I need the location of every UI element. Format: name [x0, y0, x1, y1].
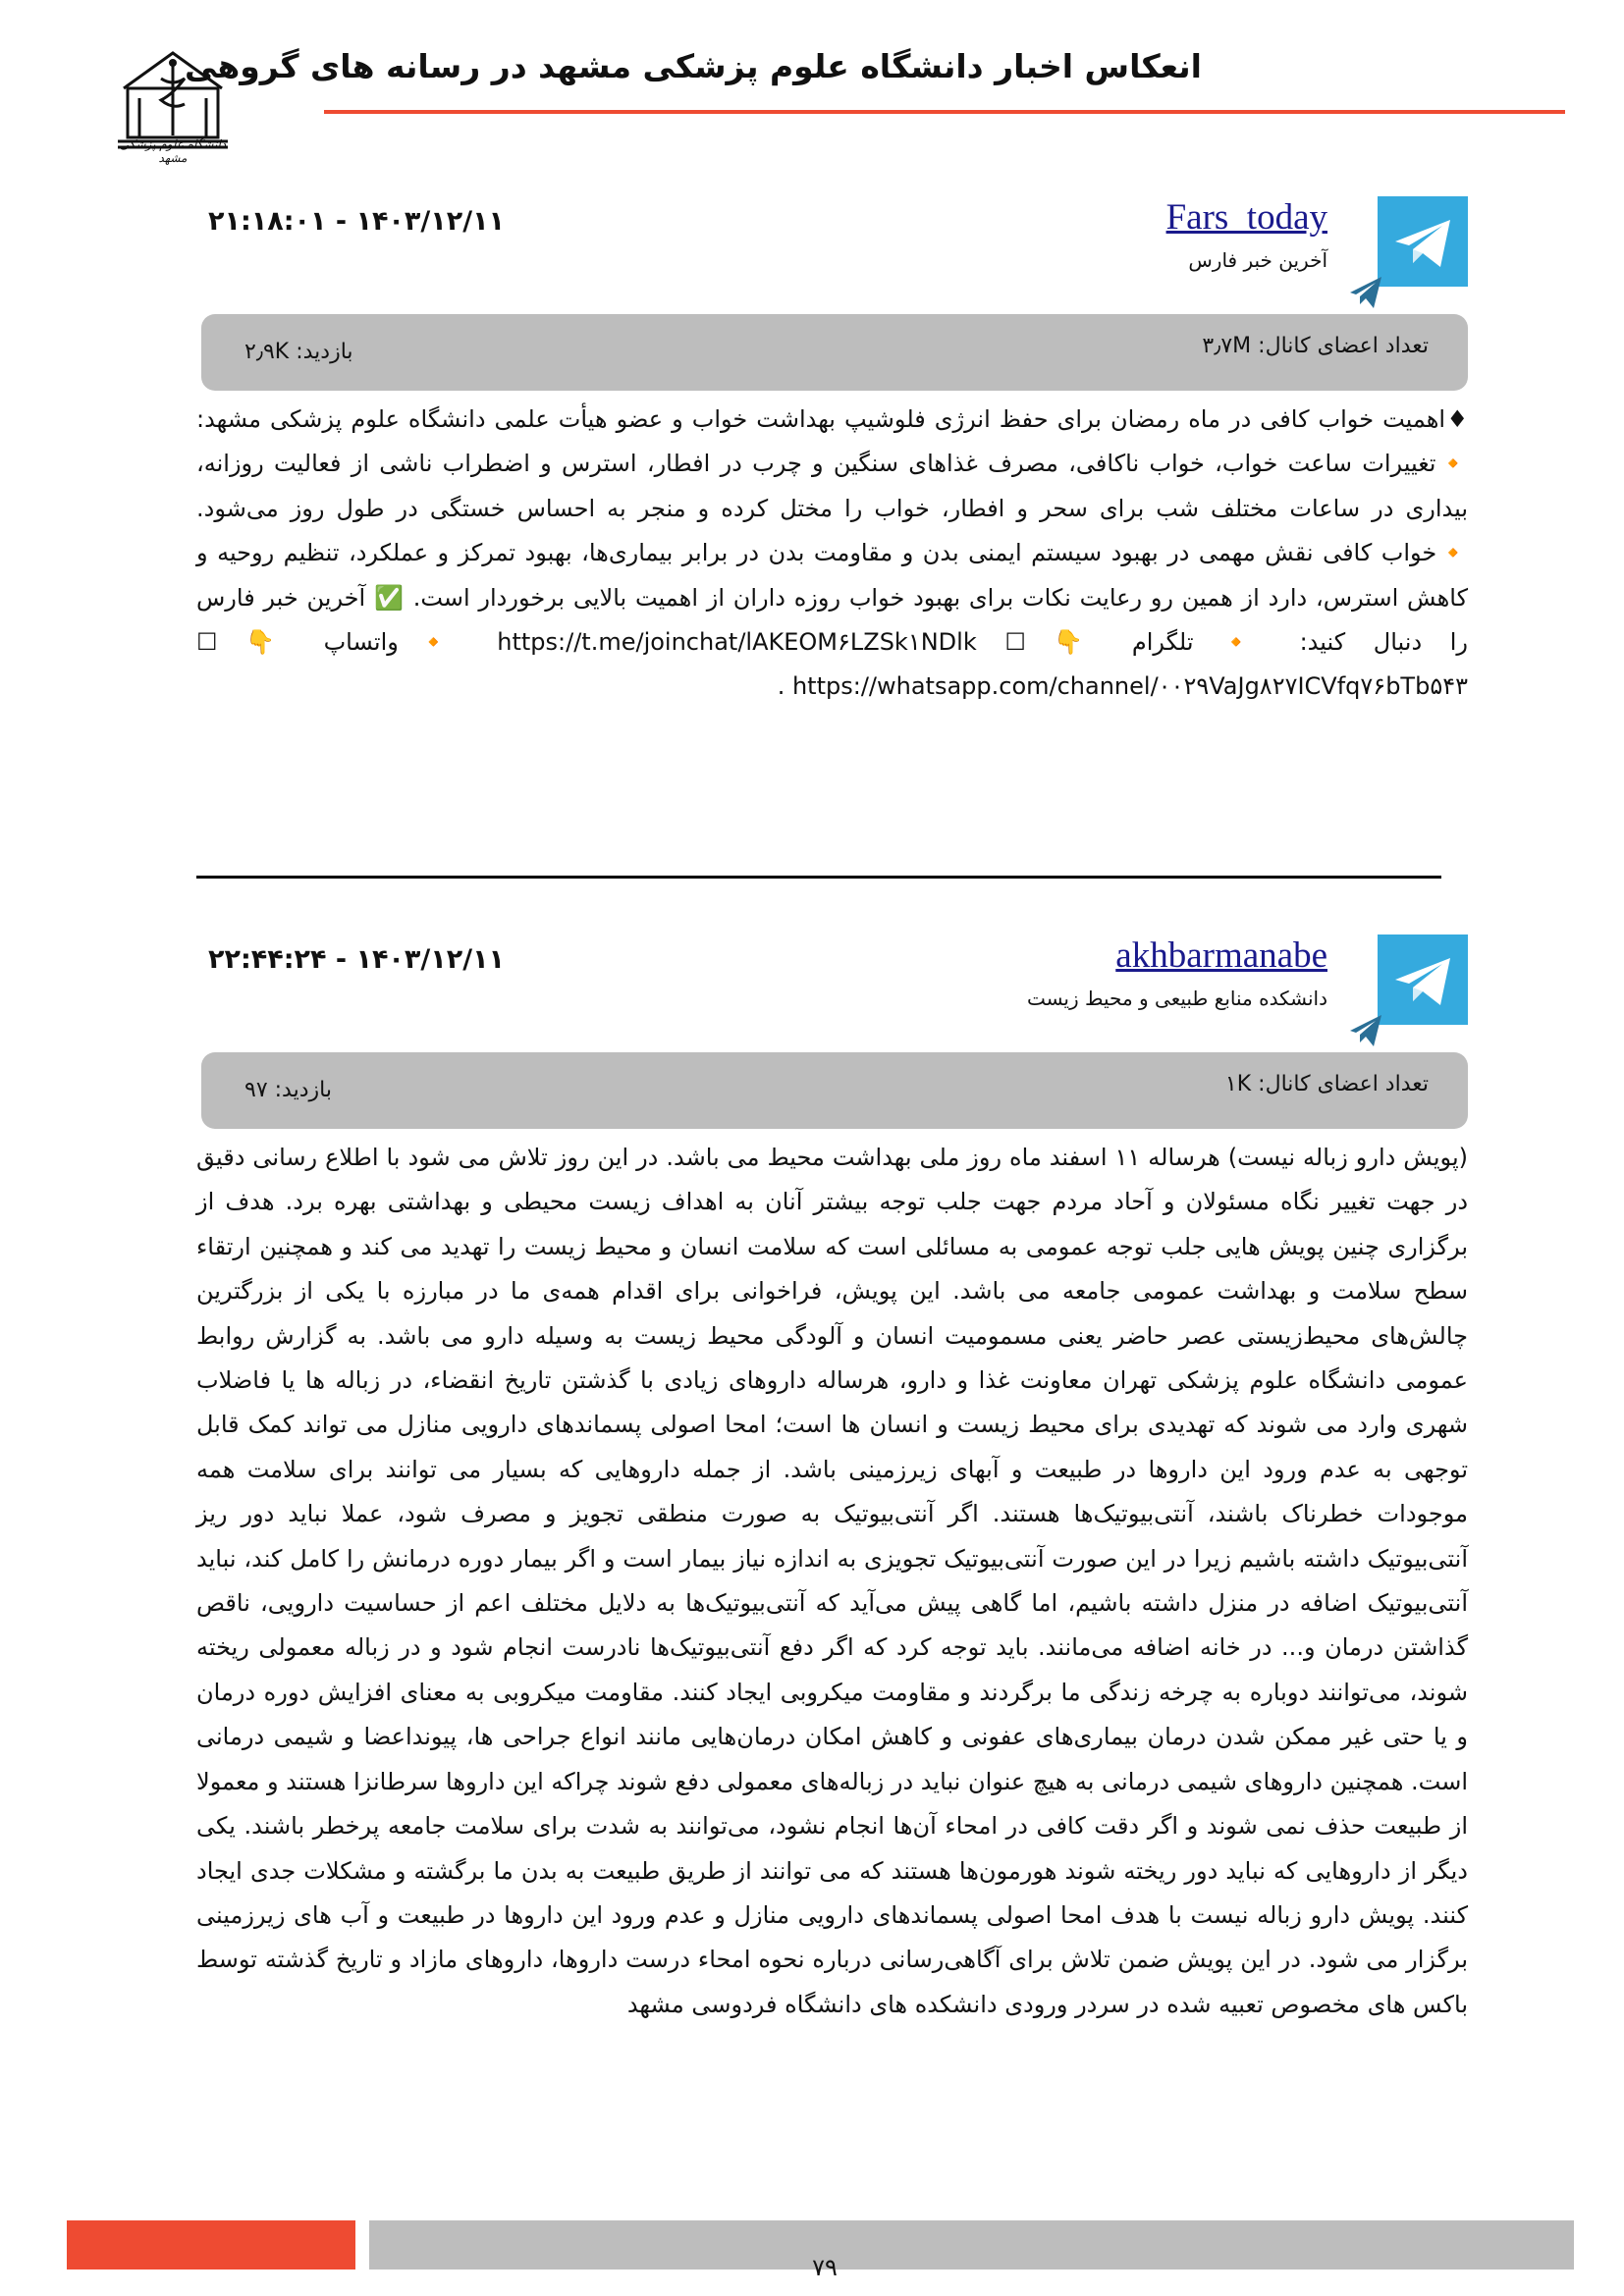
telegram-arrow-icon [1346, 1011, 1385, 1050]
channel-name-link[interactable]: akhbarmanabe [1115, 935, 1327, 976]
footer-bar [369, 2220, 1574, 2269]
post-akhbarmanabe [196, 934, 1468, 2112]
post-datetime: ۲۲:۴۴:۲۴ - ۱۴۰۳/۱۲/۱۱ [208, 944, 506, 975]
post-datetime: ۲۱:۱۸:۰۱ - ۱۴۰۳/۱۲/۱۱ [208, 206, 506, 237]
logo-caption: دانشگاه علوم پزشکی مشهد [119, 137, 227, 165]
views-count: بازدید: ۲٫۹K [244, 340, 353, 364]
views-count: بازدید: ۹۷ [244, 1078, 332, 1102]
channel-stats-bar [201, 1052, 1468, 1129]
telegram-arrow-icon [1346, 273, 1385, 312]
page-header-title: انعکاس اخبار دانشگاه علوم پزشکی مشهد در رسانه های گروهی [185, 47, 1202, 85]
post-body: ♦اهمیت خواب کافی در ماه رمضان برای حفظ انرژی فلوشیپ بهداشت خواب و عضو هیأت علمی دانشگاه علوم پزشکی مشهد: 🔸تغییرات ساعت خواب، خواب ناکافی، مصرف غذاهای سنگین و چرب در افطار، استرس و اضطراب ناشی از فعالیت روزانه، بیداری در ساعات مختلف شب برای سحر و افطار، خواب را مختل کرده و منجر به احساس خستگی در طول روز می‌شود. 🔸خواب کافی نقش مهمی در بهبود سیستم ایمنی بدن و مقاومت بدن در برابر بیماری‌ها، بهبود تمرکز و عملکرد، تنظیم روحیه و کاهش استرس، دارد از همین رو رعایت نکات برای بهبود خواب روزه داران از اهمیت بالایی برخوردار است. ✅ آخرین خبر فارس را دنبال کنید: 🔸 تلگرام 👇 ☐ https://t.me/joinchat/lAKEOM۶LZSk۱NDlk 🔸واتساپ 👇 ☐ https://whatsapp.com/channel/۰۰۲۹VaJg۸۲۷ICVfq۷۶bTb۵۴۳ . [196, 405, 1469, 701]
page-number: ۷۹ [812, 2254, 838, 2281]
post-body: (پویش دارو زباله نیست) هرساله ۱۱ اسفند ماه روز ملی بهداشت محیط می باشد. در این روز تلاش می شود با اطلاع رسانی دقیق در جهت تغییر نگاه مسئولان و آحاد مردم جهت جلب توجه بیشتر آنان به اهداف زیست محیطی و بهداشتی بهره برد. هدف از برگزاری چنین پویش هایی جلب توجه عمومی به مسائلی است که سلامت انسان و محیط زیست را تهدید می کند و همچنین ارتقاء سطح سلامت و بهداشت عمومی جامعه می باشد. این پویش، فراخوانی برای اقدام همه‌ی ما در مبارزه با یکی از بزرگترین چالش‌های محیط‌زیستی عصر حاضر یعنی مسمومیت انسان و آلودگی محیط زیست به وسیله دارو می باشد. به گزارش روابط عمومی دانشگاه علوم پزشکی تهران معاونت غذا و دارو، هرساله داروهای زیادی با گذشتن تاریخ انقضاء، در زباله ها یا فاضلاب شهری وارد می شوند که تهدیدی برای محیط زیست و انسان ها است؛ امحا اصولی پسماندهای دارویی منازل می تواند کمک قابل توجهی به عدم ورود این داروها در طبیعت و آبهای زیرزمینی باشد. از جمله داروهایی که بسیار می توانند برای سلامت همه موجودات خطرناک باشند، آنتی‌بیوتیک‌ها هستند. اگر آنتی‌بیوتیک به صورت منطقی تجویز و مصرف شود، عملا نباید دور ریز آنتی‌بیوتیک داشته باشیم زیرا در این صورت آنتی‌بیوتیک تجویزی به اندازه نیاز بیمار است و اگر بیمار دوره درمانش را کامل کند، نباید آنتی‌بیوتیک اضافه در منزل داشته باشیم، اما گاهی پیش می‌آید که آنتی‌بیوتیک‌ها به دلایل مختلف اعم از حساسیت دارویی، ناقص گذاشتن درمان و... در خانه اضافه می‌مانند. باید توجه کرد که اگر دفع آنتی‌بیوتیک‌ها نادرست انجام شود و در زباله معمولی ریخته شوند، می‌توانند دوباره به چرخه زندگی ما برگردند و مقاومت میکروبی ایجاد کنند. مقاومت میکروبی به معنای افزایش دوره درمان و یا حتی غیر ممکن شدن درمان بیماری‌های عفونی و کاهش امکان درمان‌هایی مانند انواع جراحی ها، پیونداعضا و شیمی درمانی است. همچنین داروهای شیمی درمانی به هیچ عنوان نباید در زباله‌های معمولی دفع شوند چراکه این داروها سرطانزا هستند و معمولا از طبیعت حذف نمی شوند و اگر دقت کافی در امحاء آن‌ها انجام نشود، می‌توانند به شدت برای سلامت جامعه پرخطر باشند. یکی دیگر از داروهایی که نباید دور ریخته شوند هورمون‌ها هستند که می توانند از طریق طبیعت به بدن ما برگشته و مشکلات جدی ایجاد کنند. پویش دارو زباله نیست با هدف امحا اصولی پسماندهای دارویی منازل و عدم ورود این داروها در طبیعت و آب های زیرزمینی برگزار می شود. در این پویش ضمن تلاش برای آگاهی‌رسانی درباره نحوه امحاء درست داروها، داروهای مازاد و تاریخ گذشته توسط باکس های مخصوص تعبیه شده در سردر ورودی دانشکده های دانشگاه فردوسی مشهد [196, 1144, 1469, 2018]
telegram-icon [1378, 196, 1468, 287]
post-fars-today [196, 196, 1468, 766]
footer-accent-bar [67, 2220, 355, 2269]
header-divider [324, 110, 1565, 114]
post-divider [196, 876, 1441, 879]
channel-stats-bar [201, 314, 1468, 391]
telegram-icon [1378, 934, 1468, 1025]
members-count: تعداد اعضای کانال: ۳٫۷M [1202, 334, 1429, 358]
channel-subtitle: آخرین خبر فارس [1188, 248, 1327, 272]
members-count: تعداد اعضای کانال: ۱K [1224, 1072, 1429, 1096]
channel-name-link[interactable]: Fars_today [1165, 197, 1327, 238]
channel-subtitle: دانشکده منابع طبیعی و محیط زیست [1026, 987, 1327, 1010]
